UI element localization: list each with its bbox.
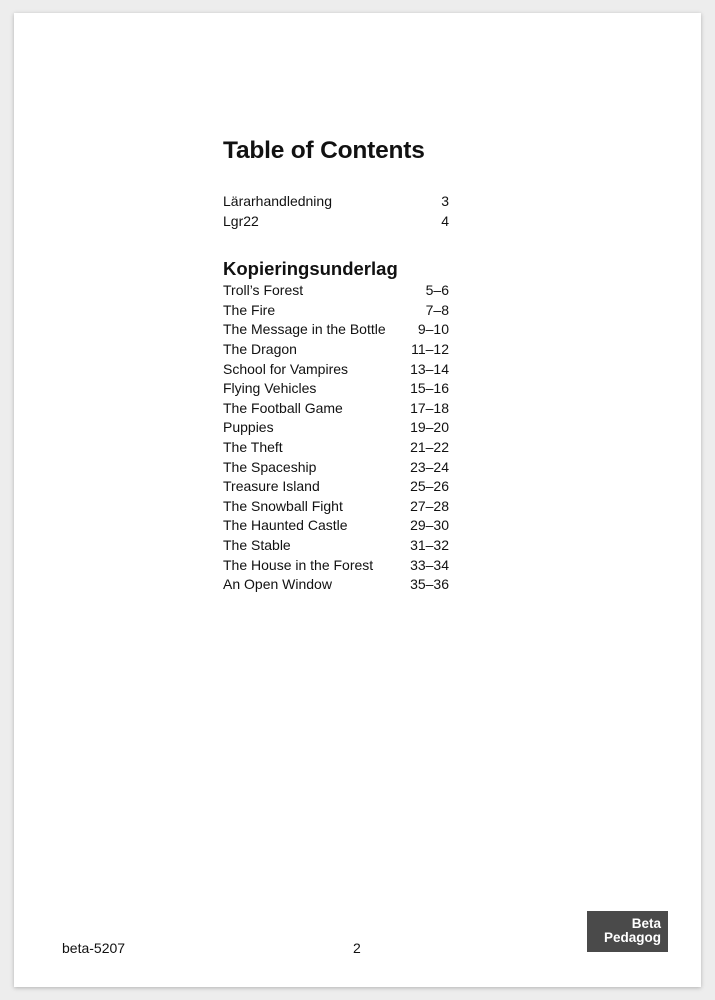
- worksheet-list: [223, 281, 449, 595]
- toc-entry-page: 9–10: [417, 321, 449, 338]
- toc-entry-label: Treasure Island: [223, 478, 320, 495]
- toc-entry: [223, 281, 449, 301]
- toc-entry-page: 35–36: [410, 576, 449, 593]
- toc-entry: [223, 399, 449, 419]
- toc-entry-label: Puppies: [223, 419, 274, 436]
- toc-entry-page: 21–22: [410, 438, 449, 455]
- toc-entry-label: Flying Vehicles: [223, 380, 317, 397]
- toc-entry-label: The Haunted Castle: [223, 517, 348, 534]
- toc-entry-page: 3: [441, 193, 449, 209]
- toc-entry: [223, 497, 449, 517]
- document-page: [14, 13, 701, 987]
- toc-entry: [223, 301, 449, 321]
- toc-entry: [223, 340, 449, 360]
- toc-entry-page: 31–32: [410, 536, 449, 553]
- logo-line-2: Pedagog: [603, 930, 661, 945]
- front-matter-list: [223, 192, 449, 231]
- toc-entry-label: Lgr22: [223, 212, 259, 229]
- toc-entry-label: The Theft: [223, 438, 283, 455]
- toc-entry-label: The Message in the Bottle: [223, 321, 386, 338]
- toc-entry: [223, 418, 449, 438]
- toc-entry-label: Troll’s Forest: [223, 282, 304, 299]
- toc-entry: [223, 320, 449, 340]
- section-heading: Kopieringsunderlag: [223, 258, 398, 280]
- toc-entry: [223, 379, 449, 399]
- logo-line-1: Beta: [631, 916, 661, 931]
- toc-entry-page: 29–30: [410, 517, 449, 534]
- toc-entry: [223, 212, 449, 232]
- toc-entry: [223, 477, 449, 497]
- toc-entry-label: The Spaceship: [223, 458, 317, 475]
- toc-entry-label: The Stable: [223, 536, 291, 553]
- toc-entry-label: The House in the Forest: [223, 556, 374, 573]
- toc-entry: [223, 360, 449, 380]
- toc-entry: [223, 192, 449, 212]
- toc-content: [223, 137, 449, 595]
- toc-entry-page: 33–34: [410, 556, 449, 573]
- toc-entry: [223, 438, 449, 458]
- toc-entry-label: An Open Window: [223, 576, 332, 593]
- toc-entry-label: The Fire: [223, 301, 276, 318]
- publisher-logo: [587, 911, 668, 952]
- toc-entry-page: 27–28: [410, 497, 449, 514]
- toc-entry: [223, 556, 449, 576]
- toc-entry-page: 19–20: [410, 419, 449, 436]
- toc-entry: [223, 575, 449, 595]
- toc-entry-label: Lärarhandledning: [223, 193, 332, 209]
- toc-entry-page: 15–16: [410, 380, 449, 397]
- toc-entry-page: 5–6: [425, 282, 449, 299]
- toc-entry-page: 11–12: [411, 340, 449, 357]
- document-code: beta-5207: [62, 940, 126, 956]
- toc-entry-page: 7–8: [425, 301, 449, 318]
- page-number: 2: [353, 940, 361, 956]
- toc-entry-label: The Dragon: [223, 340, 297, 357]
- toc-entry-page: 13–14: [410, 360, 449, 377]
- toc-entry-page: 23–24: [410, 458, 449, 475]
- page-title: Table of Contents: [223, 137, 425, 164]
- toc-entry: [223, 458, 449, 478]
- toc-entry-label: School for Vampires: [223, 360, 349, 377]
- toc-entry: [223, 536, 449, 556]
- toc-entry: [223, 516, 449, 536]
- toc-entry-page: 17–18: [410, 399, 449, 416]
- toc-entry-label: The Football Game: [223, 399, 343, 416]
- toc-entry-page: 25–26: [410, 478, 449, 495]
- toc-entry-page: 4: [441, 212, 449, 229]
- toc-entry-label: The Snowball Fight: [223, 497, 343, 514]
